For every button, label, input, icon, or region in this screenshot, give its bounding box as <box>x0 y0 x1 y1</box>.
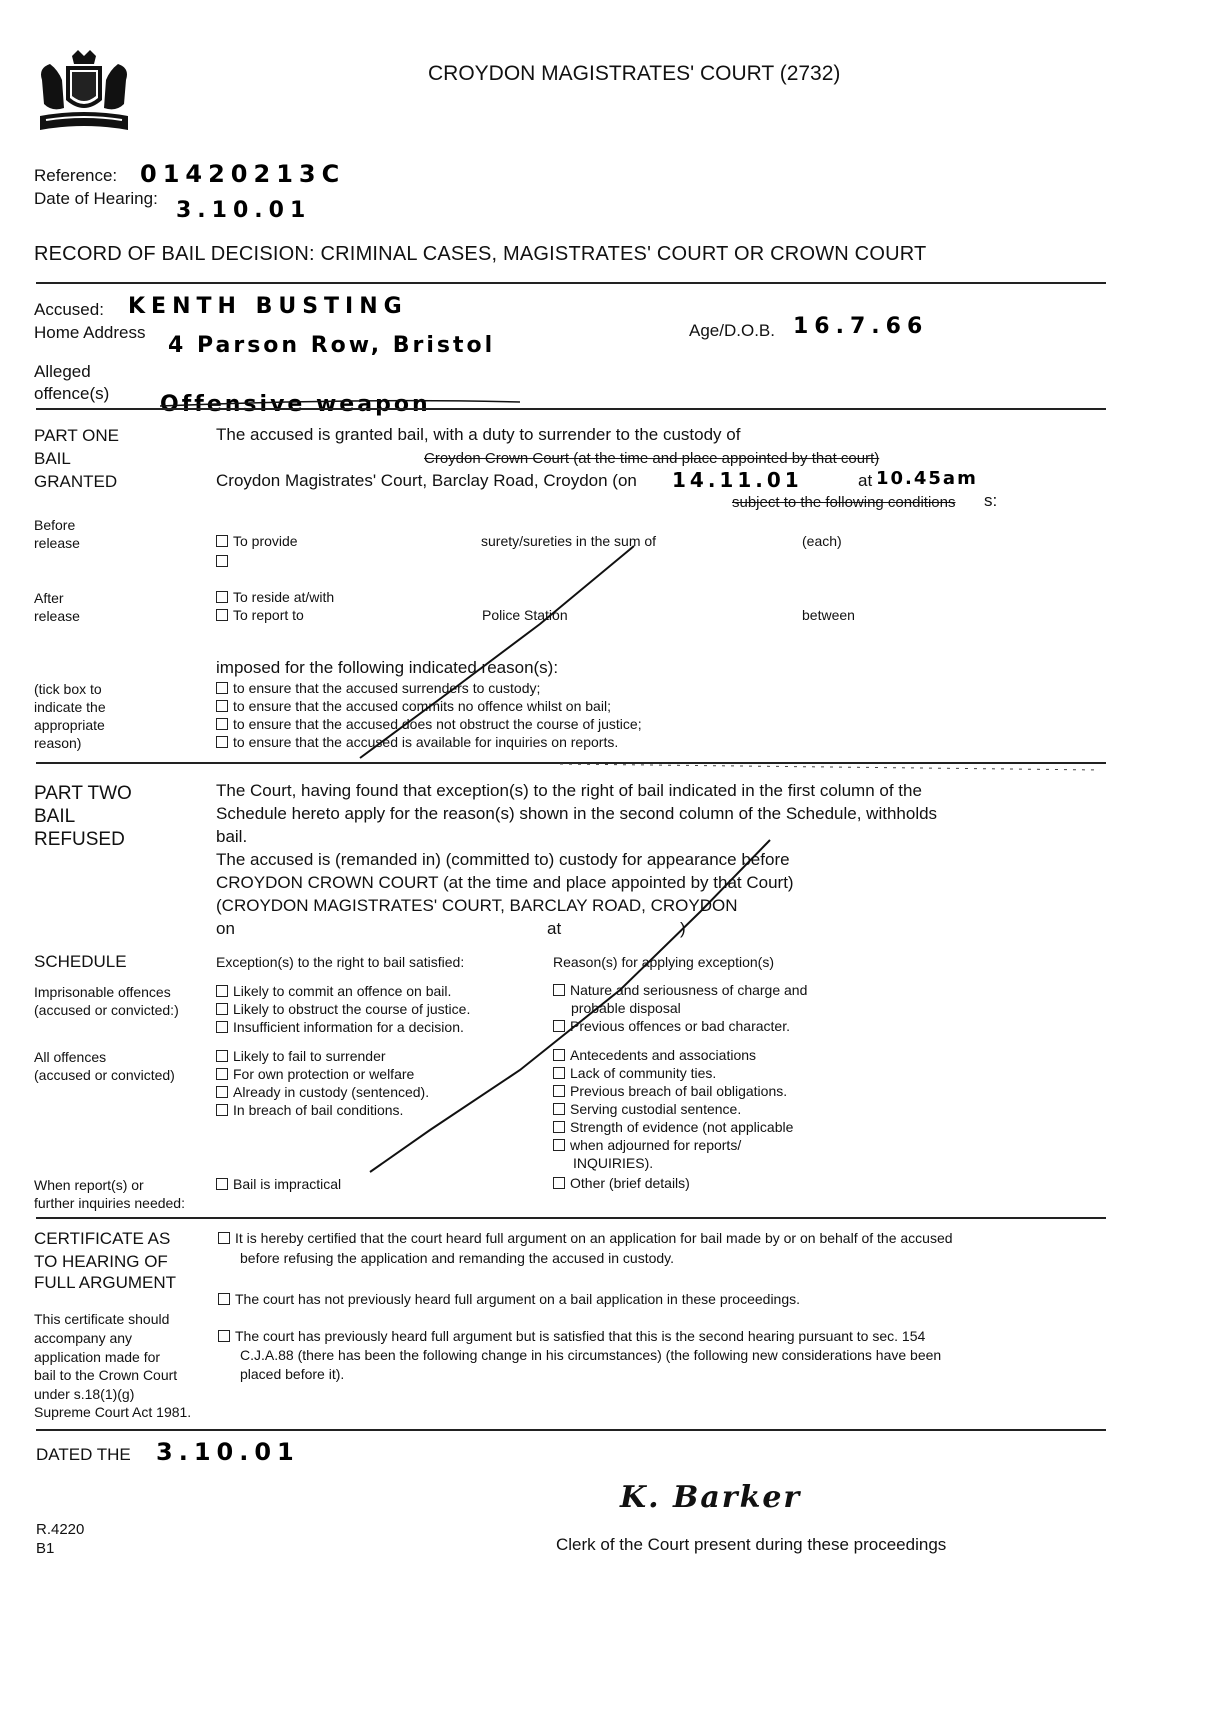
reason-label: to ensure that the accused surrenders to custody; <box>233 680 541 696</box>
part-one-label: PART ONE <box>34 426 120 445</box>
tick-box-note: appropriate <box>34 717 105 733</box>
schedule-label: SCHEDULE <box>34 952 127 971</box>
reason-label: INQUIRIES). <box>573 1155 654 1171</box>
exception-label: For own protection or welfare <box>233 1066 415 1082</box>
exception-label: In breach of bail conditions. <box>233 1102 404 1118</box>
granted-time-value: 10.45am <box>876 468 978 489</box>
part-two-label: BAIL <box>34 806 76 827</box>
accused-label: Accused: <box>34 300 104 319</box>
before-release-label: Before <box>34 517 76 533</box>
certificate-text: placed before it). <box>240 1366 345 1382</box>
refused-line-2: Schedule hereto apply for the reason(s) shown in the second column of the Schedule, withholds <box>216 804 938 823</box>
granted-crown-court-struck: Croydon Crown Court (at the time and place appointed by that court) <box>424 450 880 467</box>
reason-label: Antecedents and associations <box>570 1047 757 1063</box>
certificate-text: before refusing the application and remanding the accused in custody. <box>240 1250 675 1266</box>
certificate-text: It is hereby certified that the court heard full argument on an application for bail made by or on behalf of the accused <box>235 1230 953 1246</box>
schedule-col2-head: Reason(s) for applying exception(s) <box>553 954 774 970</box>
refused-line-5: CROYDON CROWN COURT (at the time and place appointed by that Court) <box>216 873 794 892</box>
reference-value: 01420213C <box>140 160 346 188</box>
each-label: (each) <box>802 533 842 549</box>
certificate-note: under s.18(1)(g) <box>34 1386 135 1402</box>
certificate-note: This certificate should <box>34 1311 170 1327</box>
reason-label: Strength of evidence (not applicable <box>570 1119 794 1135</box>
form-sub: B1 <box>36 1540 55 1557</box>
reason-label: Lack of community ties. <box>570 1065 717 1081</box>
exception-label: Likely to commit an offence on bail. <box>233 983 452 999</box>
conditions-end: s: <box>984 491 998 510</box>
certificate-note: bail to the Crown Court <box>34 1367 178 1383</box>
tick-box-note: (tick box to <box>34 681 102 697</box>
refused-line-4: The accused is (remanded in) (committed to) custody for appearance before <box>216 850 790 869</box>
reason-label: Serving custodial sentence. <box>570 1101 742 1117</box>
other-label: Other (brief details) <box>570 1175 690 1191</box>
refused-line-3: bail. <box>216 827 248 846</box>
imposed-label: imposed for the following indicated reason(s): <box>216 658 559 677</box>
reason-label: to ensure that the accused is available for inquiries on reports. <box>233 734 619 750</box>
reason-label: to ensure that the accused does not obstruct the course of justice; <box>233 716 642 732</box>
form-code: R.4220 <box>36 1521 85 1538</box>
reason-label: probable disposal <box>571 1000 681 1016</box>
dated-value: 3.10.01 <box>156 1438 300 1466</box>
exception-label: Likely to fail to surrender <box>233 1048 386 1064</box>
record-title: RECORD OF BAIL DECISION: CRIMINAL CASES, MAGISTRATES' COURT OR CROWN COURT <box>34 243 927 265</box>
clerk-caption: Clerk of the Court present during these proceedings <box>556 1535 947 1554</box>
certificate-note: Supreme Court Act 1981. <box>34 1404 192 1420</box>
tick-box-note: indicate the <box>34 699 106 715</box>
home-address-value: 4 Parson Row, Bristol <box>168 333 496 358</box>
all-offences-label: All offences <box>34 1049 107 1065</box>
reason-label: to ensure that the accused commits no offence whilst on bail; <box>233 698 611 714</box>
to-provide-label: To provide <box>233 533 298 549</box>
certificate-label: FULL ARGUMENT <box>34 1273 177 1292</box>
between-label: between <box>802 607 855 623</box>
refused-close-paren: ) <box>680 919 686 938</box>
certificate-label: TO HEARING OF <box>34 1252 168 1271</box>
offence-value: Offensive weapon <box>160 392 431 417</box>
after-release-label: release <box>34 608 80 624</box>
before-release-label: release <box>34 535 80 551</box>
certificate-text: C.J.A.88 (there has been the following change in his circumstances) (the following new considerations have been <box>240 1347 942 1363</box>
exception-label: Insufficient information for a decision. <box>233 1019 464 1035</box>
refused-at-label: at <box>547 919 562 938</box>
granted-at-label: at <box>858 471 873 490</box>
part-one-label: BAIL <box>34 449 71 468</box>
police-station-label: Police Station <box>482 607 568 623</box>
part-one-label: GRANTED <box>34 472 118 491</box>
when-reports-label: When report(s) or <box>34 1177 144 1193</box>
surety-label: surety/sureties in the sum of <box>481 533 657 549</box>
exception-label: Likely to obstruct the course of justice. <box>233 1001 471 1017</box>
reason-label: Previous breach of bail obligations. <box>570 1083 788 1099</box>
part-two-label: PART TWO <box>34 783 132 804</box>
granted-line-3: Croydon Magistrates' Court, Barclay Road, Croydon (on <box>216 471 637 490</box>
accused-value: KENTH BUSTING <box>128 294 408 319</box>
home-address-label: Home Address <box>34 323 146 342</box>
hearing-value: 3.10.01 <box>176 198 312 223</box>
offence-label-1: Alleged <box>34 362 91 381</box>
certificate-text: The court has previously heard full argument but is satisfied that this is the second hearing pursuant to sec. 154 <box>235 1328 926 1344</box>
granted-line-1: The accused is granted bail, with a duty to surrender to the custody of <box>216 425 741 444</box>
reason-label: Previous offences or bad character. <box>570 1018 790 1034</box>
when-reports-label: further inquiries needed: <box>34 1195 185 1211</box>
refused-line-1: The Court, having found that exception(s) to the right of bail indicated in the first column of the <box>216 781 922 800</box>
report-label: To report to <box>233 607 304 623</box>
schedule-col1-head: Exception(s) to the right to bail satisfied: <box>216 954 465 970</box>
certificate-note: application made for <box>34 1349 161 1365</box>
granted-date-value: 14.11.01 <box>672 468 803 492</box>
reason-label: Nature and seriousness of charge and <box>570 982 808 998</box>
refused-line-6: (CROYDON MAGISTRATES' COURT, BARCLAY ROAD, CROYDON <box>216 896 738 915</box>
court-title: CROYDON MAGISTRATES' COURT (2732) <box>428 62 841 85</box>
clerk-signature: K. Barker <box>620 1480 802 1515</box>
age-dob-value: 16.7.66 <box>793 314 929 339</box>
impractical-label: Bail is impractical <box>233 1176 342 1192</box>
hearing-label: Date of Hearing: <box>34 189 158 208</box>
certificate-note: accompany any <box>34 1330 133 1346</box>
tick-box-note: reason) <box>34 735 82 751</box>
reside-label: To reside at/with <box>233 589 335 605</box>
refused-on-label: on <box>216 919 235 938</box>
age-dob-label: Age/D.O.B. <box>689 321 775 340</box>
reason-label: when adjourned for reports/ <box>570 1137 742 1153</box>
certificate-text: The court has not previously heard full argument on a bail application in these proceedings. <box>235 1291 801 1307</box>
all-offences-label: (accused or convicted) <box>34 1067 175 1083</box>
certificate-label: CERTIFICATE AS <box>34 1229 171 1248</box>
imprisonable-label: (accused or convicted:) <box>34 1002 179 1018</box>
conditions-struck: subject to the following conditions <box>732 494 956 511</box>
after-release-label: After <box>34 590 64 606</box>
exception-label: Already in custody (sentenced). <box>233 1084 430 1100</box>
dated-label: DATED THE <box>36 1445 131 1464</box>
offence-label-2: offence(s) <box>34 384 110 403</box>
part-two-label: REFUSED <box>34 829 125 850</box>
imprisonable-label: Imprisonable offences <box>34 984 171 1000</box>
reference-label: Reference: <box>34 166 118 185</box>
